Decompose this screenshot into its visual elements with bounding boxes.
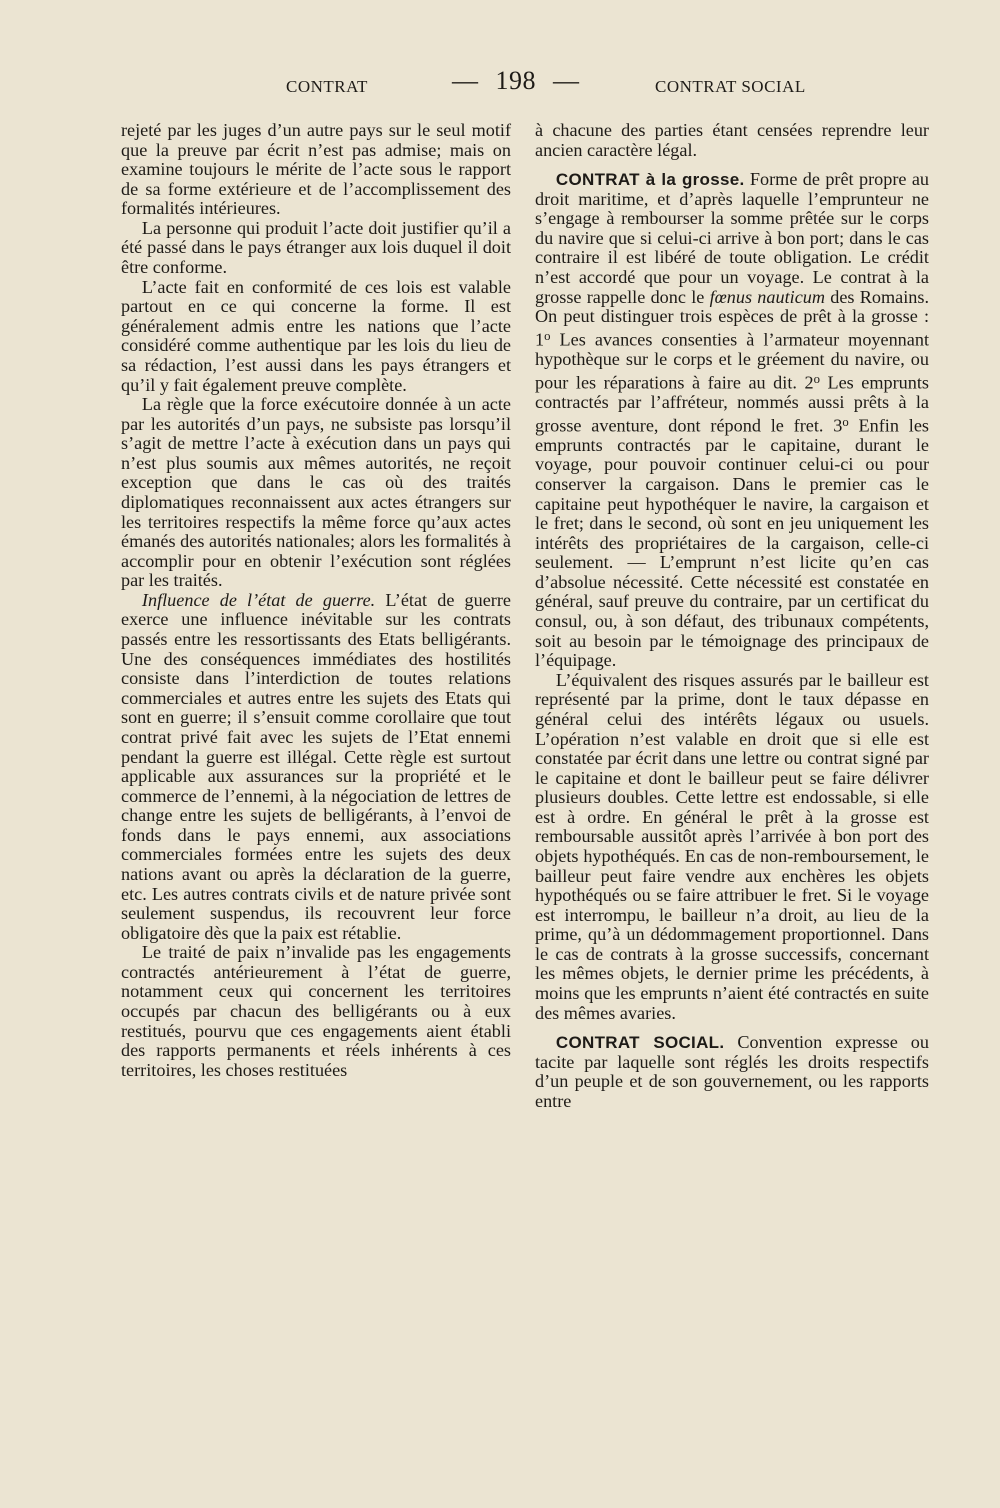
paragraph-text: Forme de prêt propre au droit maritime, et d’après laquelle l’emprunteur ne s’engage à rembourser la somme prêtée sur le corps du navire que si celui-ci arrive à bon port; dans le cas contraire il est libéré de toute obligation. Le crédit n’est accordé que pour un voyage. Le contrat à la grosse rappelle donc le <box>535 169 929 307</box>
paragraph-war-influence <box>121 591 511 943</box>
paragraph-text: L’état de guerre exerce une influence inévitable sur les contrats passés entre les ressortissants des Etats belligérants. Une des conséquences immédiates des hostilités consiste dans l’interdiction de toutes relations commerciales et autres entre les sujets des Etats qui sont en guerre; il s’ensuit comme corollaire que tout contrat privé fait avec les sujets de l’Etat ennemi pendant la guerre est illégal. Cette règle est surtout applicable aux assurances sur la propriété et le commerce de l’ennemi, à la négociation de lettres de change entre les sujets de belligérants, à l’envoi de fonds dans le pays ennemi, aux associations commerciales formées entre les sujets des deux nations avant ou après la déclaration de la guerre, etc. Les autres contrats civils et de nature privée sont seulement suspendus, ils recouvrent leur force obligatoire dès que la paix est rétablie. <box>121 589 511 943</box>
paragraph-text: Convention expresse ou tacite par laquelle sont réglés les droits respectifs d’un peuple et de son gouvernement, ou les rapports entre <box>535 1032 929 1111</box>
entry-heading: CONTRAT SOCIAL. <box>555 1033 725 1053</box>
paragraph-text: Les avances consenties à l’armateur moyennant hypothèque sur le corps et le gréement du navire, ou pour les réparations à faire au dit. 2 <box>535 329 929 393</box>
entry-heading: CONTRAT à la grosse. <box>555 170 745 190</box>
section-heading-italic: Influence de l’état de guerre. <box>141 589 376 610</box>
paragraph: Le traité de paix n’invalide pas les engagements contractés antérieurement à l’état de guerre, notamment ceux qui concernent les territoires occupés par chacun des belligérants ou à eux restitués, pourvu que ces engagements aient établi des rapports permanents et réels inhérents à ces territoires, les choses restituées <box>121 942 511 1080</box>
right-column <box>535 121 929 1111</box>
latin-term: fœnus nauticum <box>709 286 825 307</box>
paragraph: rejeté par les juges d’un autre pays sur le seul motif que la preuve par écrit n’est pas admise; mais on examine toujours le mérite de l’acte sous le rapport de sa forme extérieure et de l’accomplissement des formalités intérieures. <box>121 120 511 219</box>
paragraph-text: des Romains. On peut distinguer trois espèces de prêt à la grosse : 1 <box>535 286 929 350</box>
paragraph: L’équivalent des risques assurés par le bailleur est représenté par la prime, dont le taux dépasse en général celui des intérêts légaux ou usuels. L’opération n’est valable en droit que si elle est constatée par écrit dans une lettre ou contrat signé par le capitaine et dont le bailleur peut se faire délivrer plusieurs doubles. Cette lettre est endossable, si elle est à ordre. En général le prêt à la grosse est remboursable aussitôt après l’arrivée à bon port des objets hypothéqués. En cas de non-remboursement, le bailleur peut faire vendre aux enchères les objets hypothéqués ou se faire attribuer le fret. Si le voyage est interrompu, le bailleur n’a droit, au lieu de la prime, qu’à un dédommagement proportionnel. Dans le cas de contrats à la grosse successifs, concernant les mêmes objets, le dernier prime les précédents, à moins que les emprunts n’aient été contractés en suite des mêmes avaries. <box>535 669 929 1023</box>
left-column <box>121 121 511 1080</box>
paragraph: La règle que la force exécutoire donnée à un acte par les autorités d’un pays, ne subsiste pas lorsqu’il s’agit de mettre l’acte à exécution dans un pays qui n’est plus soumis aux mêmes autorités, ne reçoit exception que dans le cas où des traités diplomatiques reconnaissent aux actes étrangers sur les territoires respectifs la même force qu’aux actes émanés des autorités nationales; alors les formalités à accomplir pour en obtenir l’exécution sont réglées par les traités. <box>121 394 511 591</box>
header-right-keyword: CONTRAT SOCIAL <box>655 77 806 96</box>
page-number: — 198 — <box>452 66 580 95</box>
ordinal-superscript: o <box>813 371 820 386</box>
paragraph: La personne qui produit l’acte doit justifier qu’il a été passé dans le pays étranger aux lois duquel il doit être conforme. <box>121 217 511 278</box>
entry-contrat-social <box>535 1033 929 1111</box>
paragraph-text: Les emprunts contractés par l’affréteur, nommés aussi prêts à la grosse aventure, dont répond le fret. 3 <box>535 372 929 436</box>
running-header <box>122 66 930 102</box>
paragraph-text: Enfin les emprunts contractés par le capitaine, durant le voyage, pour pouvoir continuer celui-ci ou pour conserver la cargaison. Dans le premier cas le capitaine peut hypothéquer le navire, la cargaison et le fret; dans le second, où sont en jeu uniquement les intérêts des propriétaires de la cargaison, celle-ci seulement. — L’emprunt n’est licite qu’en cas d’absolue nécessité. Cette nécessité est constatée en général, sauf preuve du contraire, par un certificat du consul, ou, à son défaut, des tribunaux compétents, soit au besoin par le témoignage des principaux de l’équipage. <box>535 415 929 671</box>
paragraph: à chacune des parties étant censées reprendre leur ancien caractère légal. <box>535 120 929 160</box>
paragraph: L’acte fait en conformité de ces lois est valable partout en ce qui concerne la forme. Il est généralement admis entre les nations que l’acte considéré comme authentique par les lois du lieu de sa rédaction, l’est aussi dans les pays étrangers et qu’il y fait également preuve complète. <box>121 276 511 395</box>
ordinal-superscript: o <box>544 328 551 343</box>
header-left-keyword: CONTRAT <box>286 77 368 96</box>
entry-contrat-a-la-grosse <box>535 170 929 671</box>
ordinal-superscript: o <box>842 414 849 429</box>
